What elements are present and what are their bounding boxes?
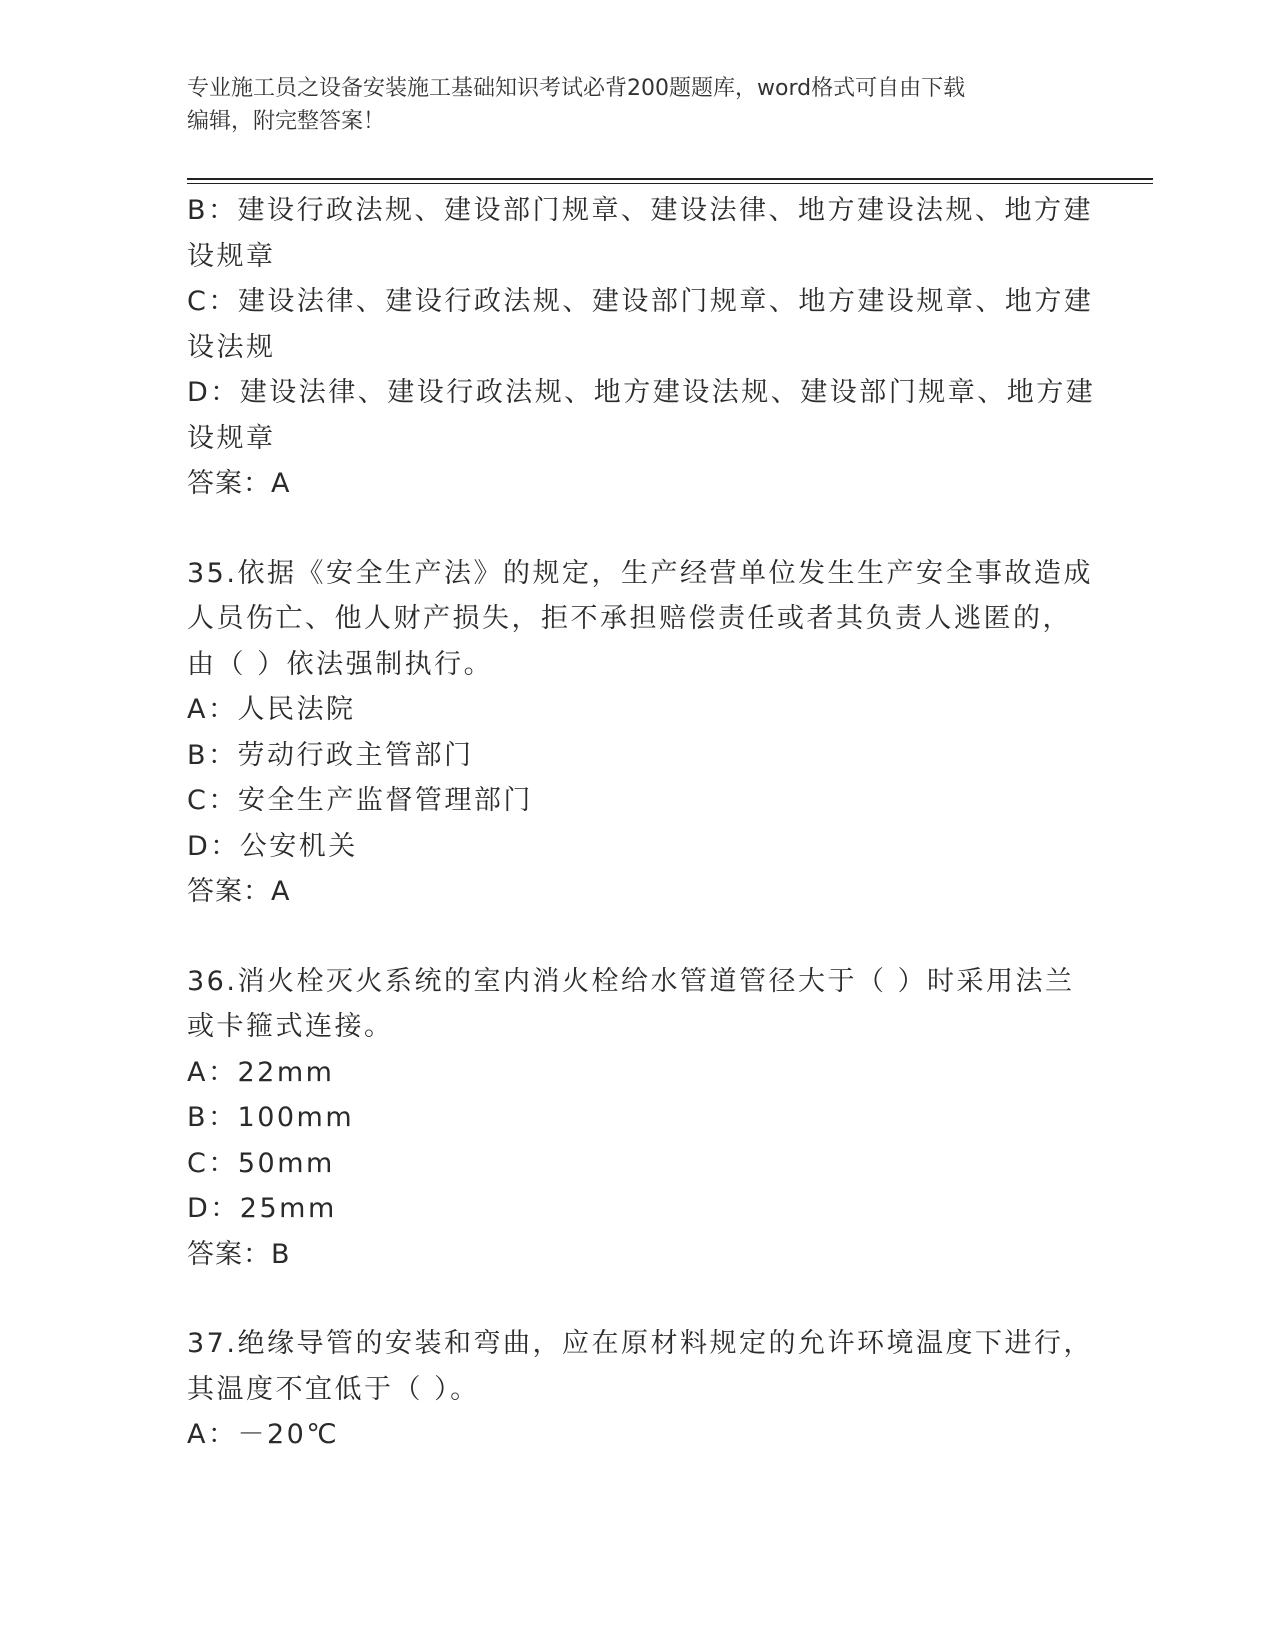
question-text-line-2: 或卡箍式连接。 bbox=[187, 1011, 394, 1042]
header-divider-thin bbox=[187, 183, 1153, 184]
option-c: C：建设法律、建设行政法规、建设部门规章、地方建设规章、地方建 bbox=[187, 286, 1094, 317]
answer: 答案：A bbox=[187, 876, 291, 907]
header-line-1: 专业施工员之设备安装施工基础知识考试必背200题题库，word格式可自由下载 bbox=[187, 76, 966, 101]
option-a: A：－20℃ bbox=[187, 1419, 340, 1450]
option-d-continued: 设规章 bbox=[187, 422, 276, 454]
header-line-2: 编辑，附完整答案！ bbox=[187, 109, 386, 134]
option-d: D：公安机关 bbox=[187, 830, 358, 862]
question-text-line-1: 37.绝缘导管的安装和弯曲，应在原材料规定的允许环境温度下进行， bbox=[187, 1328, 1093, 1359]
option-d: D：25mm bbox=[187, 1193, 337, 1224]
option-b: B：100mm bbox=[187, 1102, 355, 1133]
question-37 bbox=[187, 1321, 1093, 1458]
option-c-continued: 设法规 bbox=[187, 331, 276, 363]
question-text-line-1: 35.依据《安全生产法》的规定，生产经营单位发生生产安全事故造成 bbox=[187, 557, 1093, 589]
question-text-line-1: 36.消火栓灭火系统的室内消火栓给水管道管径大于（ ）时采用法兰 bbox=[187, 965, 1075, 997]
document-header bbox=[187, 72, 1067, 138]
option-b-continued: 设规章 bbox=[187, 240, 276, 272]
option-b: B：建设行政法规、建设部门规章、建设法律、地方建设法规、地方建 bbox=[187, 195, 1094, 226]
option-d: D：建设法律、建设行政法规、地方建设法规、建设部门规章、地方建 bbox=[187, 377, 1096, 408]
question-34 bbox=[187, 188, 1096, 507]
question-35 bbox=[187, 551, 1093, 915]
option-a: A：22mm bbox=[187, 1056, 335, 1088]
header-divider-thick bbox=[187, 178, 1153, 180]
option-c: C：50mm bbox=[187, 1147, 335, 1179]
answer: 答案：B bbox=[187, 1238, 291, 1270]
option-b: B：劳动行政主管部门 bbox=[187, 739, 474, 771]
option-a: A：人民法院 bbox=[187, 694, 356, 725]
question-text-line-3: 由（ ）依法强制执行。 bbox=[187, 648, 494, 680]
question-content bbox=[187, 188, 1096, 1458]
question-36 bbox=[187, 959, 1087, 1278]
question-text-line-2: 其温度不宜低于（ ）。 bbox=[187, 1373, 480, 1405]
answer: 答案：A bbox=[187, 468, 291, 499]
option-c: C：安全生产监督管理部门 bbox=[187, 785, 533, 816]
question-text-line-2: 人员伤亡、他人财产损失，拒不承担赔偿责任或者其负责人逃匿的， bbox=[187, 603, 1072, 634]
